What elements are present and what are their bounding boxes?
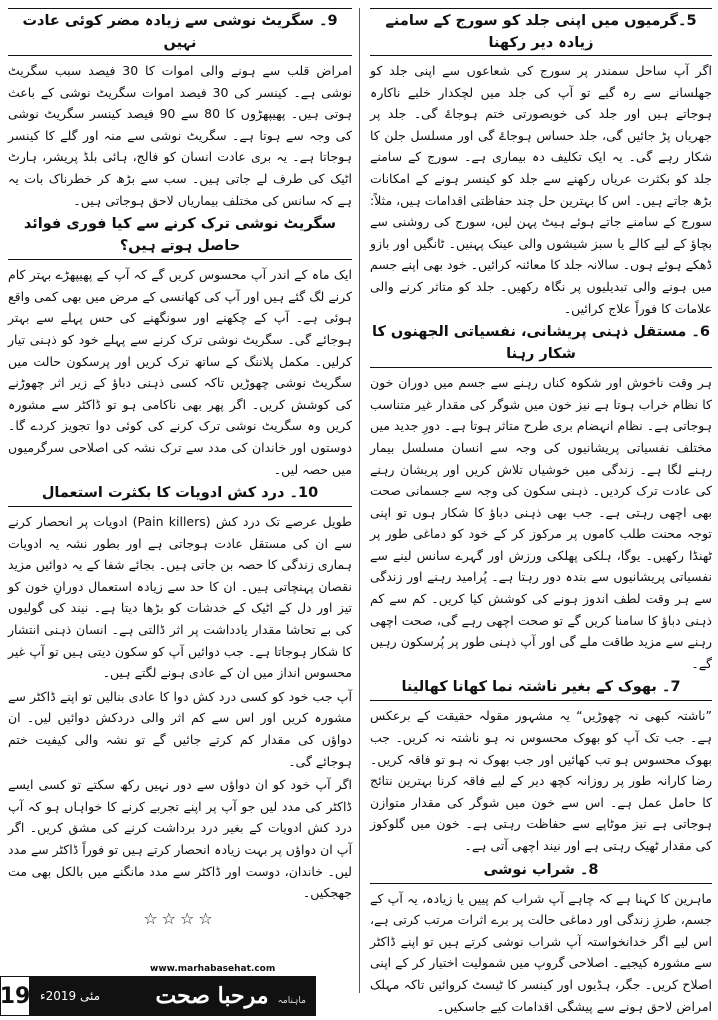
section-5-text: اگر آپ ساحل سمندر پر سورج کی شعاعوں سے اپنی جلد کو جھلسانے سے رہ گیے تو آپ کی جلد میں لچکدار خلیے ناکارہ ہوجاتے ہیں اور جلد کی خوبصورتی ختم ہوجاۓ گی۔ جلد پر جھریاں پڑ جائیں گی، جلد حساس ہوجاۓ گی اور مسلسل جلن کا شکار رہے گی۔ یہ ایک تکلیف دہ بیماری ہے۔ سورج کے سامنے جلد کو بکثرت عریاں رکھنے سے جلد کو کینسر ہونے کے امکانات بڑھ جاتے ہیں۔ اس کا بہترین حل چند حفاظتی اقدامات ہیں، مثلاً: سورج کے سامنے جاتے ہوئے ہیٹ پہن لیں، سورج کی روشنی سے بچاؤ کے لیے کالے یا سبز شیشوں والی عینک پہنیں۔ ٹانگیں اور بازو ڈھکے ہوئے ہوں۔ سالانہ جلد کا معائنہ کرائیں۔ خود بھی اپنے جسم میں ہونے والی تبدیلیوں پر نگاہ رکھیں۔ جلد کو متاثر کرنے والی علامات کا فوراً علاج کرائیں۔ <box>370 63 712 316</box>
website-url[interactable]: www.marhabasehat.com <box>150 964 276 974</box>
column-divider <box>359 8 360 993</box>
section-10-heading: 10۔ درد کش ادویات کا بکثرت استعمال <box>8 482 352 507</box>
page-footer <box>0 962 358 1020</box>
section-6-text: ہر وقت ناخوش اور شکوہ کناں رہنے سے جسم میں دوران خون کا نظام خراب ہوتا ہے نیز خون میں شوگر کی مقدار غیر متناسب ہوجاتی ہے۔ نظام انہضام بری طرح متاثر ہوتا ہے۔ دورِ جدید میں مختلف نفسیاتی پریشانیوں کی وجہ سے انسان مسلسل بیمار رہنے لگا ہے۔ زندگی میں خوشیاں تلاش کریں اور پریشان رہنے کی عادت ترک کردیں۔ ذہنی سکون کی وجہ سے جسمانی صحت بھی اچھی رہتی ہے۔ جب بھی ذہنی دباؤ کا شکار ہوں تو اپنی توجہ محنت طلب کاموں پر مرکوز کر کے خود کو دماغی طور پر ٹھنڈا رکھیں۔ یوگا، ہلکی پھلکی ورزش اور گہرے سانس لینے سے نفسیاتی پریشانیوں سے بندہ دور رہتا ہے۔ پُرامید رہنے اور زندگی سے ہر وقت لطف اندوز ہونے کی کوشش کیا کریں۔ کم سے کم ذہنی دباؤ کا سامنا کریں گے تو صحت اچھی رہے گی، صحت اچھی رہنے سے مزید طاقت ملے گی اور آپ ذہنی طور پر پُرسکون رہیں گے۔ <box>370 375 712 671</box>
masthead-banner <box>30 976 316 1016</box>
section-9-heading: 9۔ سگریٹ نوشی سے زیادہ مضر کوئی عادت نہیں <box>8 8 352 56</box>
section-6-heading: 6۔ مستقل ذہنی پریشانی، نفسیاتی الجھنوں کا شکار رہنا <box>370 321 712 368</box>
section-10-text-2: آپ جب خود کو کسی درد کش دوا کا عادی بنالیں تو اپنے ڈاکٹر سے مشورہ کریں اور اس سے کم اثر والی دردکش دوائیں لیں۔ ان دواؤں کی مقدار کم کرتے جائیں گے تو نشہ والی کیفیت ختم ہوجائے گی۔ <box>8 688 352 769</box>
magazine-title: مرحبا صحت <box>155 983 269 1009</box>
section-5-heading: 5۔گرمیوں میں اپنی جلد کو سورج کے سامنے زیادہ دیر رکھنا <box>370 8 712 56</box>
section-10-text-3: اگر آپ خود کو ان دواؤں سے دور نہیں رکھ سکتے تو کسی ایسے ڈاکٹر کی مدد لیں جو آپ پر اپنے تجربے کرنے کا خواہاں ہو کہ آپ درد کش ادویات کے بغیر درد برداشت کرنے کی مشق کریں۔ اگر آپ ان دواؤں پر بہت زیادہ انحصار کرتے ہیں تو فوراً ڈاکٹر سے مدد لیں۔ خاندان، دوست اور ڈاکٹر سے مدد مانگنے میں بالکل بھی مت جھجکیں۔ <box>8 777 352 901</box>
left-column <box>8 6 352 929</box>
issue-date: مئی 2019ء <box>40 989 101 1003</box>
magazine-logo <box>156 983 307 1009</box>
section-8-heading: 8۔ شراب نوشی <box>370 859 712 884</box>
magazine-tagline: ماہنامہ <box>277 996 306 1006</box>
page-number: 19 <box>0 976 30 1016</box>
quit-benefits-heading: سگریٹ نوشی ترک کرنے سے کیا فوری فوائد حاصل ہوتے ہیں؟ <box>8 213 352 260</box>
section-7-heading: 7۔ بھوک کے بغیر ناشتہ نما کھانا کھالینا <box>370 676 712 701</box>
quit-benefits-text: ایک ماہ کے اندر آپ محسوس کریں گے کہ آپ کے پھیپھڑے بہتر کام کرنے لگ گئے ہیں اور آپ کی کھانسی کے مرض میں بھی کمی واقع ہوئی ہے۔ آپ کے چکھنے اور سونگھنے کی حس پہلے سے بہتر ہوجائے گی۔ سگریٹ نوشی ترک کرنے سے پہلے خود کو ذہنی تیار کرلیں۔ مکمل پلاننگ کے ساتھ ترک کریں اور پرسکون حالت میں سگریٹ نوشی چھوڑیں تاکہ کسی ذہنی دباؤ کے زیر اثر چھوڑنے کی کوشش کریں۔ اگر پھر بھی ناکامی ہو تو ڈاکٹر سے مشورہ کریں وہ سگریٹ نوشی ترک کرنے کی کوئی دوا تجویز کردے گا۔ دوستوں اور خاندان کی مدد سے ترک نشہ کی اصلاحی سرگرمیوں میں حصہ لیں۔ <box>8 267 352 477</box>
right-column <box>370 6 712 1019</box>
section-9-text: امراض قلب سے ہونے والی اموات کا 30 فیصد سبب سگریٹ نوشی ہے۔ کینسر کی 30 فیصد اموات سگریٹ نوشی کے باعث ہوتی ہیں۔ پھیپھڑوں کا 80 سے 90 فیصد کینسر سگریٹ نوشی کی وجہ سے ہوتا ہے۔ سگریٹ نوشی سے منہ اور گلے کا کینسر ہوجاتا ہے۔ یہ بری عادت انسان کو فالج، ہائی بلڈ پریشر، ہارٹ اٹیک کی طرف لے جاتی ہیں۔ سب سے بڑھ کر خطرناک بات یہ ہے کہ سانس کی مختلف بیماریاں لاحق ہوجاتی ہیں۔ <box>8 63 353 208</box>
section-7-text: ”ناشتہ کبھی نہ چھوڑیں“ یہ مشہور مقولہ حقیقت کے برعکس ہے۔ جب تک آپ کو بھوک محسوس نہ ہو ناشتہ نہ کریں۔ جب بھوک محسوس ہو تب کھائیں اور جب بھوک نہ ہو تو فاقہ کریں۔ رضا کارانہ طور پر روزانہ کچھ دیر کے لیے فاقہ کرنا بہترین نتائج کا حامل عمل ہے۔ اس سے خون میں شوگر کی مقدار متوازن ہوجاتی ہے نیز موٹاپے سے حفاظت رہتی ہے۔ خون میں گلوکوز کی مقدار ٹھیک رہتی ہے اور نیند اچھی آتی ہے۔ <box>370 708 712 853</box>
section-10-text: طویل عرصے تک درد کش (Pain killers) ادویات پر انحصار کرنے سے ان کی مستقل عادت ہوجاتی ہے اور بطور نشہ یہ ادویات ہماری زندگی کا حصہ بن جاتی ہیں۔ بجائے شفا کے یہ دوائیں مزید نقصان پہنچاتی ہیں۔ ان کا حد سے زیادہ استعمال دورانِ خون کو تیز اور دل کے اٹیک کے خدشات کو بڑھا دیتا ہے۔ نیند کی گولیوں کی بے تحاشا مقدار یادداشت پر اثر ڈالتی ہے۔ انسان ذہنی انتشار کا شکار ہوجاتا ہے۔ جب دوائیں آپ کو سکون دیتی ہیں تو آپ غیر محسوس انداز میں ان کے عادی ہونے لگتے ہیں۔ <box>8 514 352 681</box>
section-8-text: ماہرین کا کہنا ہے کہ چاہے آپ شراب کم پییں یا زیادہ، یہ آپ کے جسم، طرزِ زندگی اور دماغی حالت پر برے اثرات مرتب کرتی ہے، اس لیے اگر خدانخواستہ آپ شراب نوشی کرتے ہیں تو اپنے ڈاکٹر سے مشورہ کیجیے۔ اصلاحی گروپ میں شمولیت اختیار کر کے اپنی اصلاح کریں۔ جگر، ہڈیوں اور کینسر کا ٹیسٹ کروائیں تاکہ مہلک امراض لاحق ہونے سے پیشگی اقدامات کیے جاسکیں۔ <box>370 890 712 1014</box>
end-stars: ☆☆☆☆ <box>143 908 217 928</box>
